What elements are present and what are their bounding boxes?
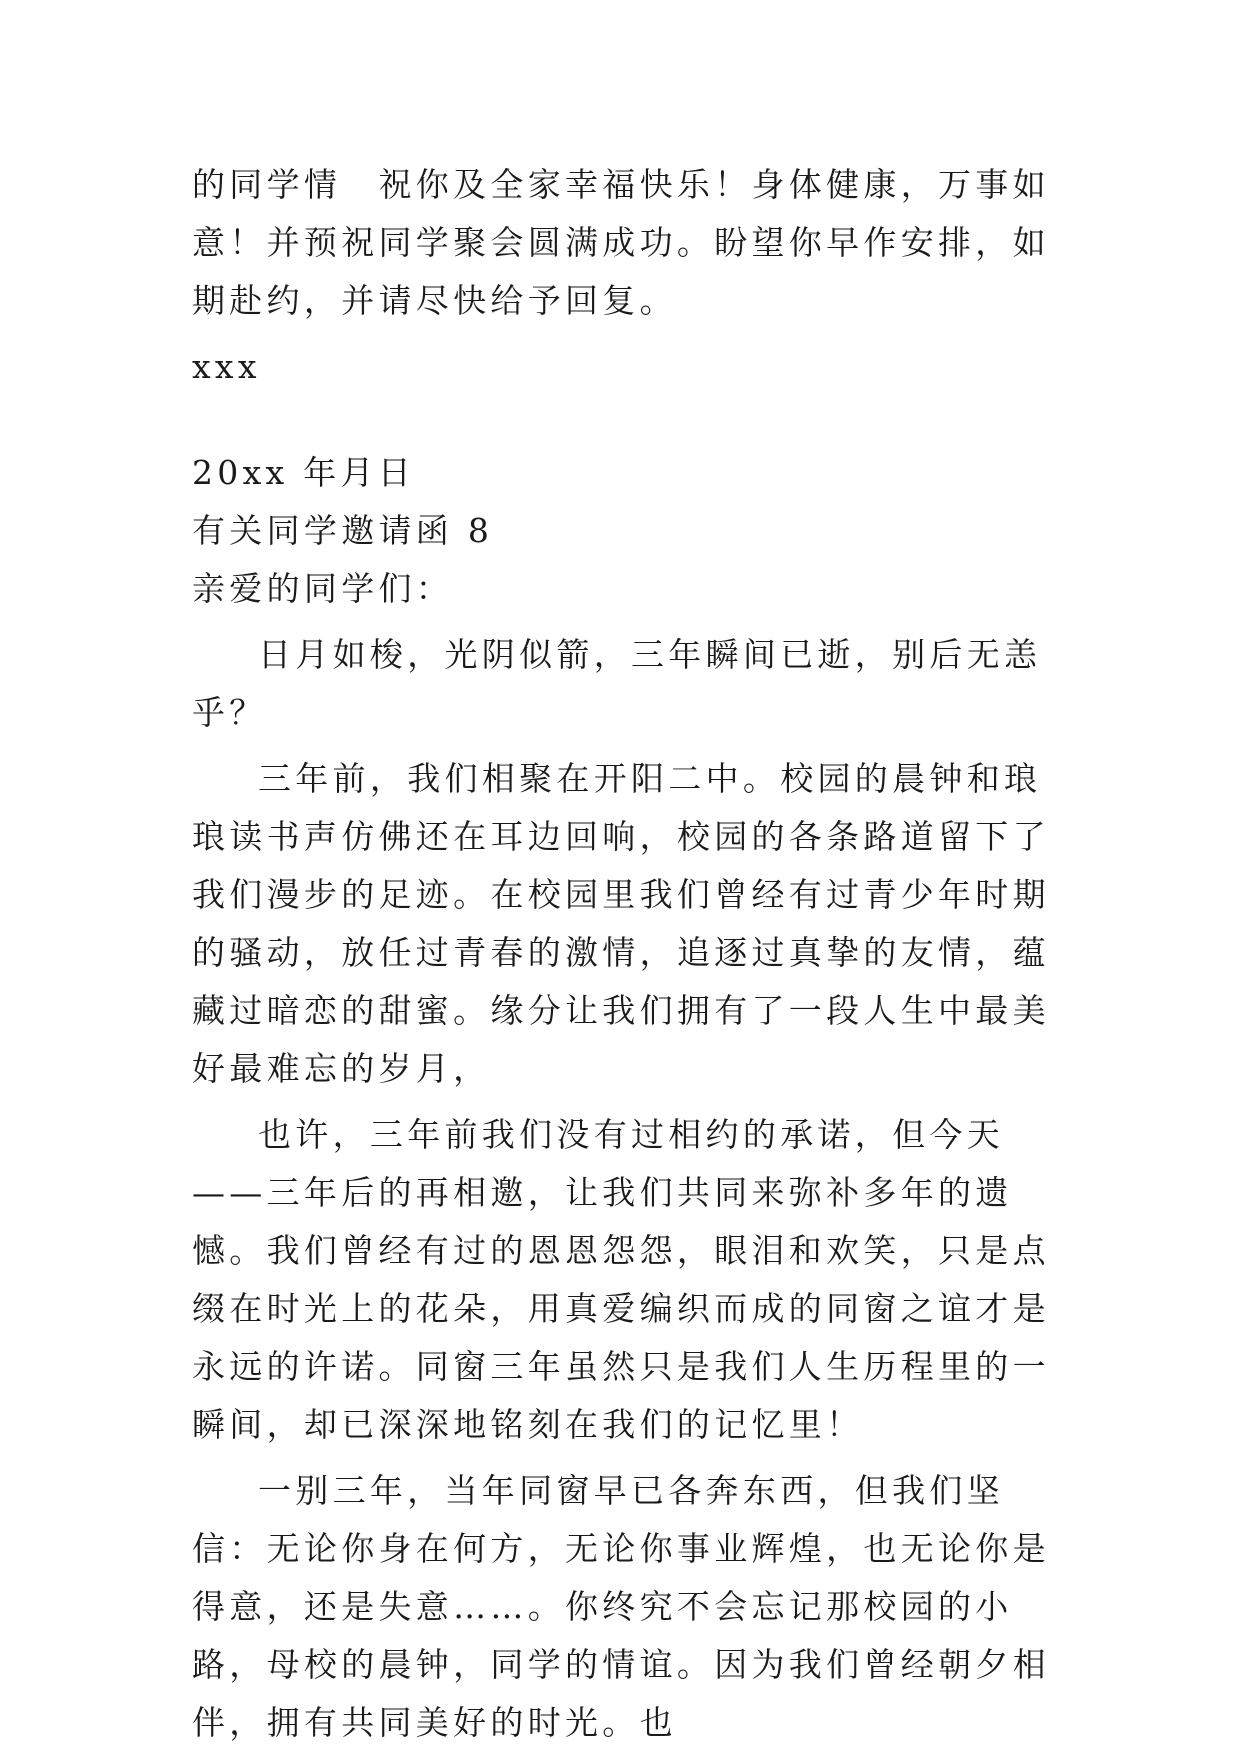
document-content <box>192 156 1062 1760</box>
letter-salutation: 亲爱的同学们： <box>192 569 454 608</box>
previous-letter-body: 的同学情 祝你及全家幸福快乐！身体健康，万事如意！并预祝同学聚会圆满成功。盼望你早作安排，如期赴约，并请尽快给予回复。 <box>192 165 1050 320</box>
letter-paragraph: 也许，三年前我们没有过相约的承诺，但今天——三年后的再相邀，让我们共同来弥补多年的遗憾。我们曾经有过的恩恩怨怨，眼泪和欢笑，只是点缀在时光上的花朵，用真爱编织而成的同窗之谊才是永远的许诺。同窗三年虽然只是我们人生历程里的一瞬间，却已深深地铭刻在我们的记忆里！ <box>192 1115 1050 1444</box>
spacer <box>192 404 1062 444</box>
letter-paragraph: 三年前，我们相聚在开阳二中。校园的晨钟和琅琅读书声仿佛还在耳边回响，校园的各条路道留下了我们漫步的足迹。在校园里我们曾经有过青少年时期的骚动，放任过青春的激情，追逐过真挚的友情，蕴藏过暗恋的甜蜜。缘分让我们拥有了一段人生中最美好最难忘的岁月， <box>192 759 1050 1088</box>
letter-paragraph: 一别三年，当年同窗早已各奔东西，但我们坚信：无论你身在何方，无论你事业辉煌，也无论你是得意，还是失意……。你终究不会忘记那校园的小路，母校的晨钟，同学的情谊。因为我们曾经朝夕相伴，拥有共同美好的时光。也 <box>192 1471 1050 1742</box>
previous-letter-signature: xxx <box>192 347 261 386</box>
letter-paragraph: 日月如梭，光阴似箭，三年瞬间已逝，别后无恙乎？ <box>192 635 1042 732</box>
previous-letter-date: 20xx 年月日 <box>192 453 416 492</box>
letter-title: 有关同学邀请函 8 <box>192 511 494 550</box>
